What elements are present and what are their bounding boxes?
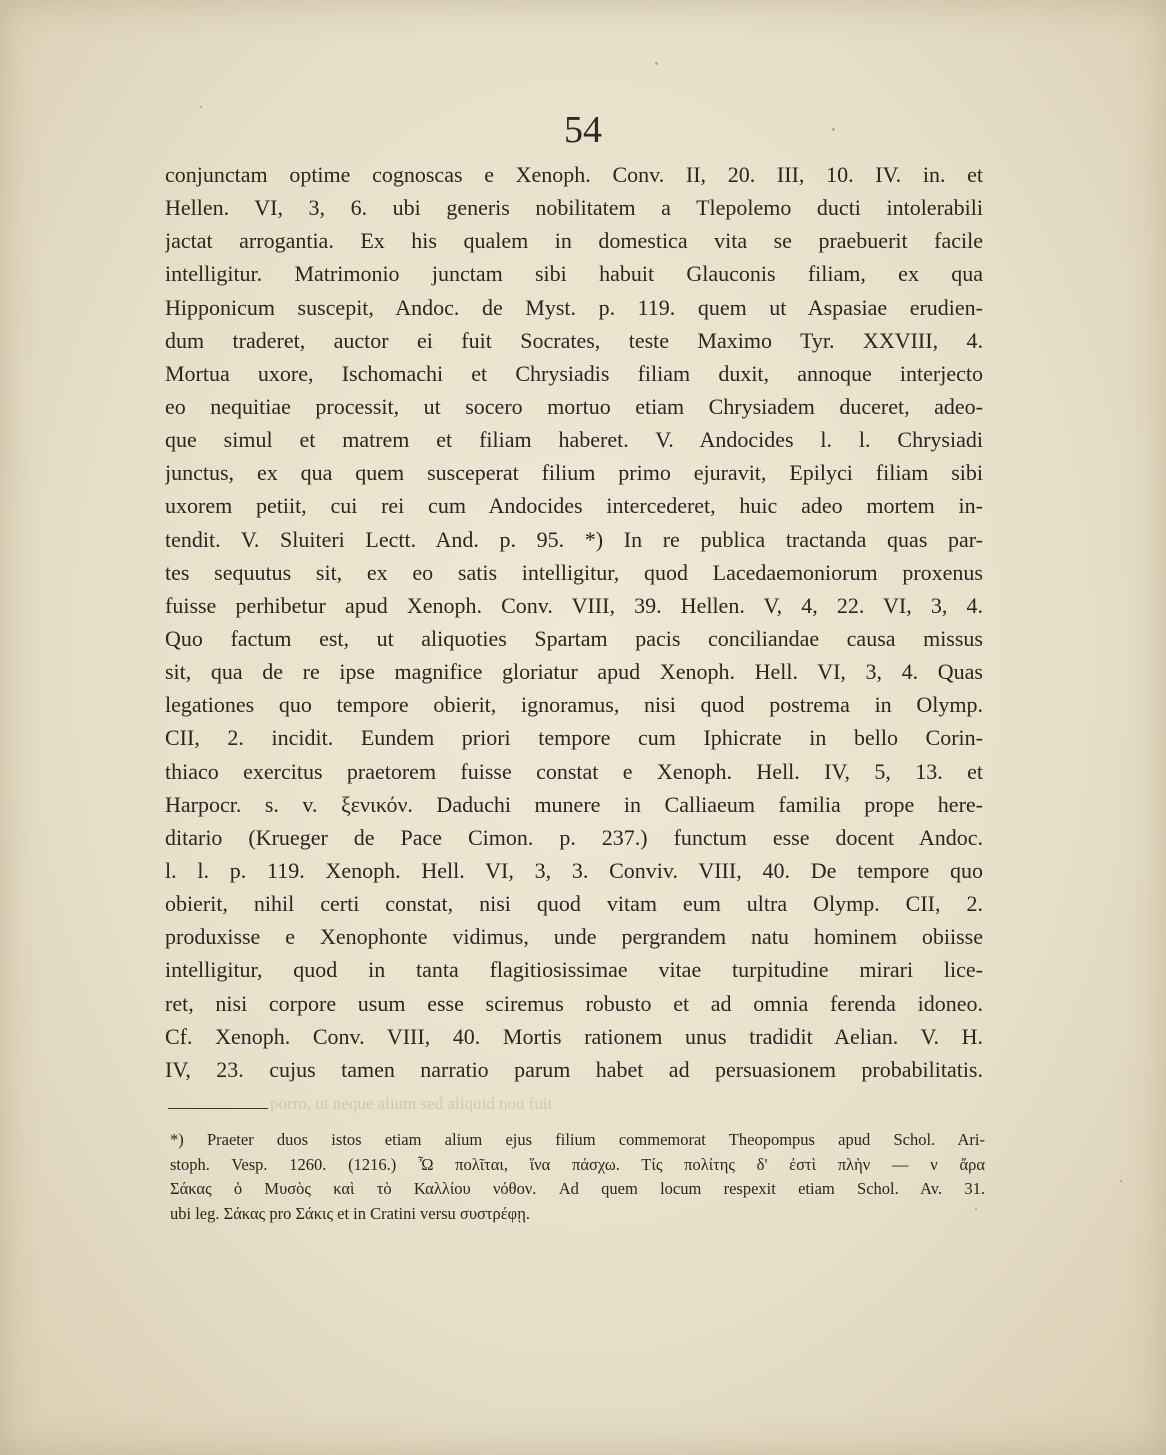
body-text	[165, 158, 983, 1086]
page-number: 54	[564, 109, 602, 151]
body-line: Quo factum est, ut aliquoties Spartam pacis conciliandae causa missus	[165, 625, 983, 651]
body-line: Harpocr. s. v. ξενικόν. Daduchi munere in Calliaeum familia prope here-	[165, 791, 983, 817]
body-line: tes sequutus sit, ex eo satis intelligitur, quod Lacedaemoniorum proxenus	[165, 559, 983, 585]
paper-speck	[832, 128, 835, 131]
body-line: l. l. p. 119. Xenoph. Hell. VI, 3, 3. Conviv. VIII, 40. De tempore quo	[165, 857, 983, 883]
body-line: que simul et matrem et filiam haberet. V. Andocides l. l. Chrysiadi	[165, 427, 983, 453]
body-line: eo nequitiae processit, ut socero mortuo etiam Chrysiadem duceret, adeo-	[165, 393, 983, 419]
body-line: conjunctam optime cognoscas e Xenoph. Conv. II, 20. III, 10. IV. in. et	[165, 162, 983, 187]
body-line: Hellen. VI, 3, 6. ubi generis nobilitatem a Tlepolemo ducti intolerabili	[165, 195, 983, 221]
footnote-rule	[168, 1108, 268, 1109]
footnote-line: *) Praeter duos istos etiam alium ejus filium commemorat Theopompus apud Schol. Ari-	[170, 1130, 985, 1149]
body-line: sit, qua de re ipse magnifice gloriatur apud Xenoph. Hell. VI, 3, 4. Quas	[165, 659, 983, 685]
body-line: dum traderet, auctor ei fuit Socrates, teste Maximo Tyr. XXVIII, 4.	[165, 327, 983, 353]
paper-speck	[975, 1208, 977, 1210]
show-through-text: porro, ut neque alium sed aliquid nou fuit	[270, 1094, 553, 1113]
body-line: obierit, nihil certi constat, nisi quod vitam eum ultra Olymp. CII, 2.	[165, 891, 983, 917]
body-line: ditario (Krueger de Pace Cimon. p. 237.) functum esse docent Andoc.	[165, 824, 983, 850]
body-line: CII, 2. incidit. Eundem priori tempore cum Iphicrate in bello Corin-	[165, 725, 983, 751]
paper-speck	[200, 106, 202, 108]
body-line: uxorem petiit, cui rei cum Andocides intercederet, huic adeo mortem in-	[165, 493, 983, 519]
body-line: Cf. Xenoph. Conv. VIII, 40. Mortis rationem unus tradidit Aelian. V. H.	[165, 1023, 983, 1049]
body-line: jactat arrogantia. Ex his qualem in domestica vita se praebuerit facile	[165, 228, 983, 254]
body-line: Mortua uxore, Ischomachi et Chrysiadis filiam duxit, annoque interjecto	[165, 360, 983, 386]
body-line: junctus, ex qua quem susceperat filium primo ejuravit, Epilyci filiam sibi	[165, 460, 983, 486]
footnote-line: stoph. Vesp. 1260. (1216.) Ὦ πολῖται, ἵνα πάσχω. Τίς πολίτης δ' ἐστὶ πλὴν — ν ἄρα	[170, 1154, 985, 1174]
body-line: Hipponicum suscepit, Andoc. de Myst. p. 119. quem ut Aspasiae erudien-	[165, 294, 983, 320]
body-line: fuisse perhibetur apud Xenoph. Conv. VIII, 39. Hellen. V, 4, 22. VI, 3, 4.	[165, 592, 983, 618]
footnote	[170, 1128, 985, 1226]
footnote-line: ubi leg. Σάκας pro Σάκις et in Cratini versu συστρέφῃ.	[170, 1203, 530, 1223]
body-line: intelligitur, quod in tanta flagitiosissimae vitae turpitudine mirari lice-	[165, 957, 983, 983]
body-line: ret, nisi corpore usum esse sciremus robusto et ad omnia ferenda idoneo.	[165, 990, 983, 1016]
body-line: legationes quo tempore obierit, ignoramus, nisi quod postrema in Olymp.	[165, 692, 983, 718]
footnote-line: Σάκας ὁ Μυσὸς καὶ τὸ Καλλίου νόθον. Ad quem locum respexit etiam Schol. Av. 31.	[170, 1179, 985, 1198]
paper-speck	[1120, 1180, 1122, 1182]
body-line: produxisse e Xenophonte vidimus, unde pergrandem natu hominem obiisse	[165, 924, 983, 950]
body-line: intelligitur. Matrimonio junctam sibi habuit Glauconis filiam, ex qua	[165, 261, 983, 287]
body-line: tendit. V. Sluiteri Lectt. And. p. 95. *) In re publica tractanda quas par-	[165, 526, 983, 552]
paper-speck	[655, 62, 658, 65]
body-line: thiaco exercitus praetorem fuisse constat e Xenoph. Hell. IV, 5, 13. et	[165, 758, 983, 784]
body-line: IV, 23. cujus tamen narratio parum habet ad persuasionem probabilitatis.	[165, 1056, 983, 1082]
